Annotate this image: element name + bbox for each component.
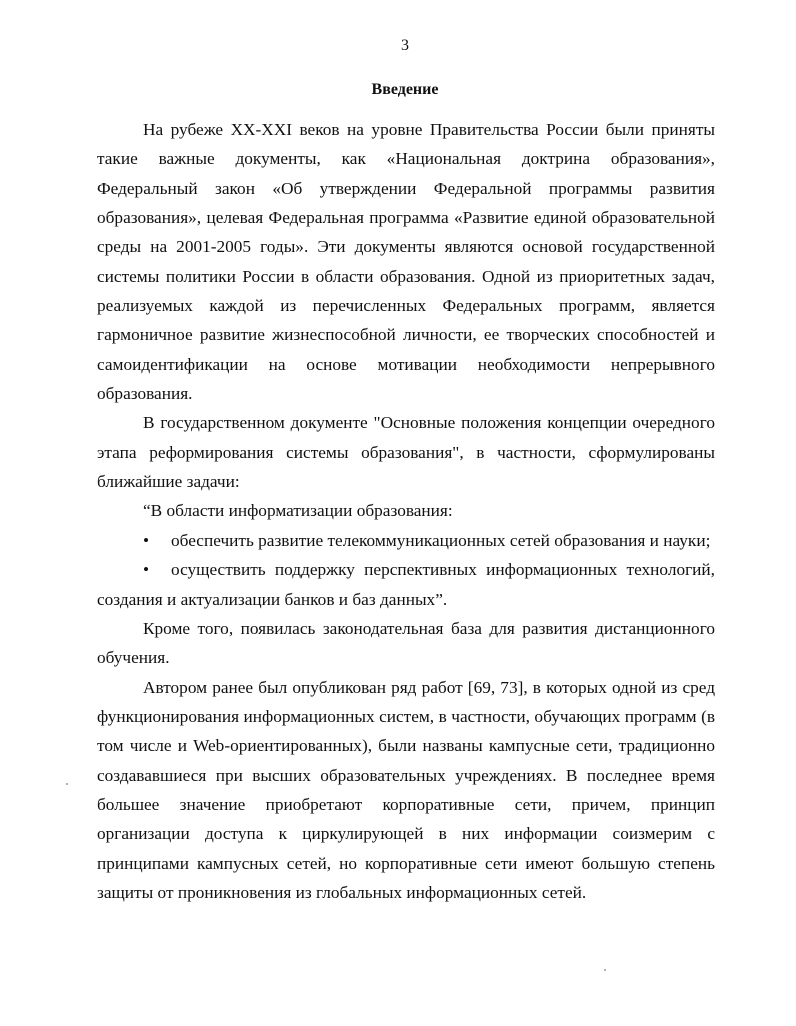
bullet-item-networks (97, 526, 715, 555)
page-number: 3 (401, 37, 409, 54)
paragraph-concept: В государственном документе "Основные положения концепции очередного этапа реформирования системы образования", в частности, сформулированы ближайшие задачи: (97, 413, 715, 492)
bullet-mark: • (143, 530, 150, 550)
section-heading: Введение (371, 81, 439, 98)
paragraph-intro: На рубеже XX-XXI веков на уровне Правительства России были приняты такие важные документы, как «Национальная доктрина образования», Федеральный закон «Об утверждении Федеральной программы развития образования», целевая Федеральная программа «Развитие единой образовательной среды на 2001-2005 годы». Эти документы являются основой государственной системы политики России в области образования. Одной из приоритетных задач, реализуемых каждой из перечисленных Федеральных программ, является гармоничное развитие жизнеспособной личности, ее творческих способностей и самоидентификации на основе мотивации необходимости непрерывного образования. (97, 120, 715, 404)
paragraph-legal-base: Кроме того, появилась законодательная база для развития дистанционного обучения. (97, 618, 715, 668)
scan-speck (604, 969, 606, 971)
scan-speck (66, 783, 68, 785)
paragraph-author-works: Автором ранее был опубликован ряд работ [69, 73], в которых одной из сред функционирования информационных систем, в частности, обучающих программ (в том числе и Web-ориентированных), были названы кампусные сети, традиционно создававшиеся при высших образовательных учреждениях. В последнее время большее значение приобретают корпоративные сети, причем, принцип организации доступа к циркулирующей в них информации соизмерим с принципами кампусных сетей, но корпоративные сети имеют большую степень защиты от проникновения из глобальных информационных сетей. (97, 677, 715, 902)
bullet-mark: • (143, 560, 150, 580)
bullet-text: осуществить поддержку перспективных информационных технологий, создания и актуализации банков и баз данных”. (97, 560, 715, 609)
paragraph-quote-lead: “В области информатизации образования: (143, 501, 453, 521)
bullet-text: обеспечить развитие телекоммуникационных сетей образования и науки; (171, 530, 711, 550)
body-text (97, 115, 715, 907)
bullet-item-technologies (97, 555, 715, 614)
